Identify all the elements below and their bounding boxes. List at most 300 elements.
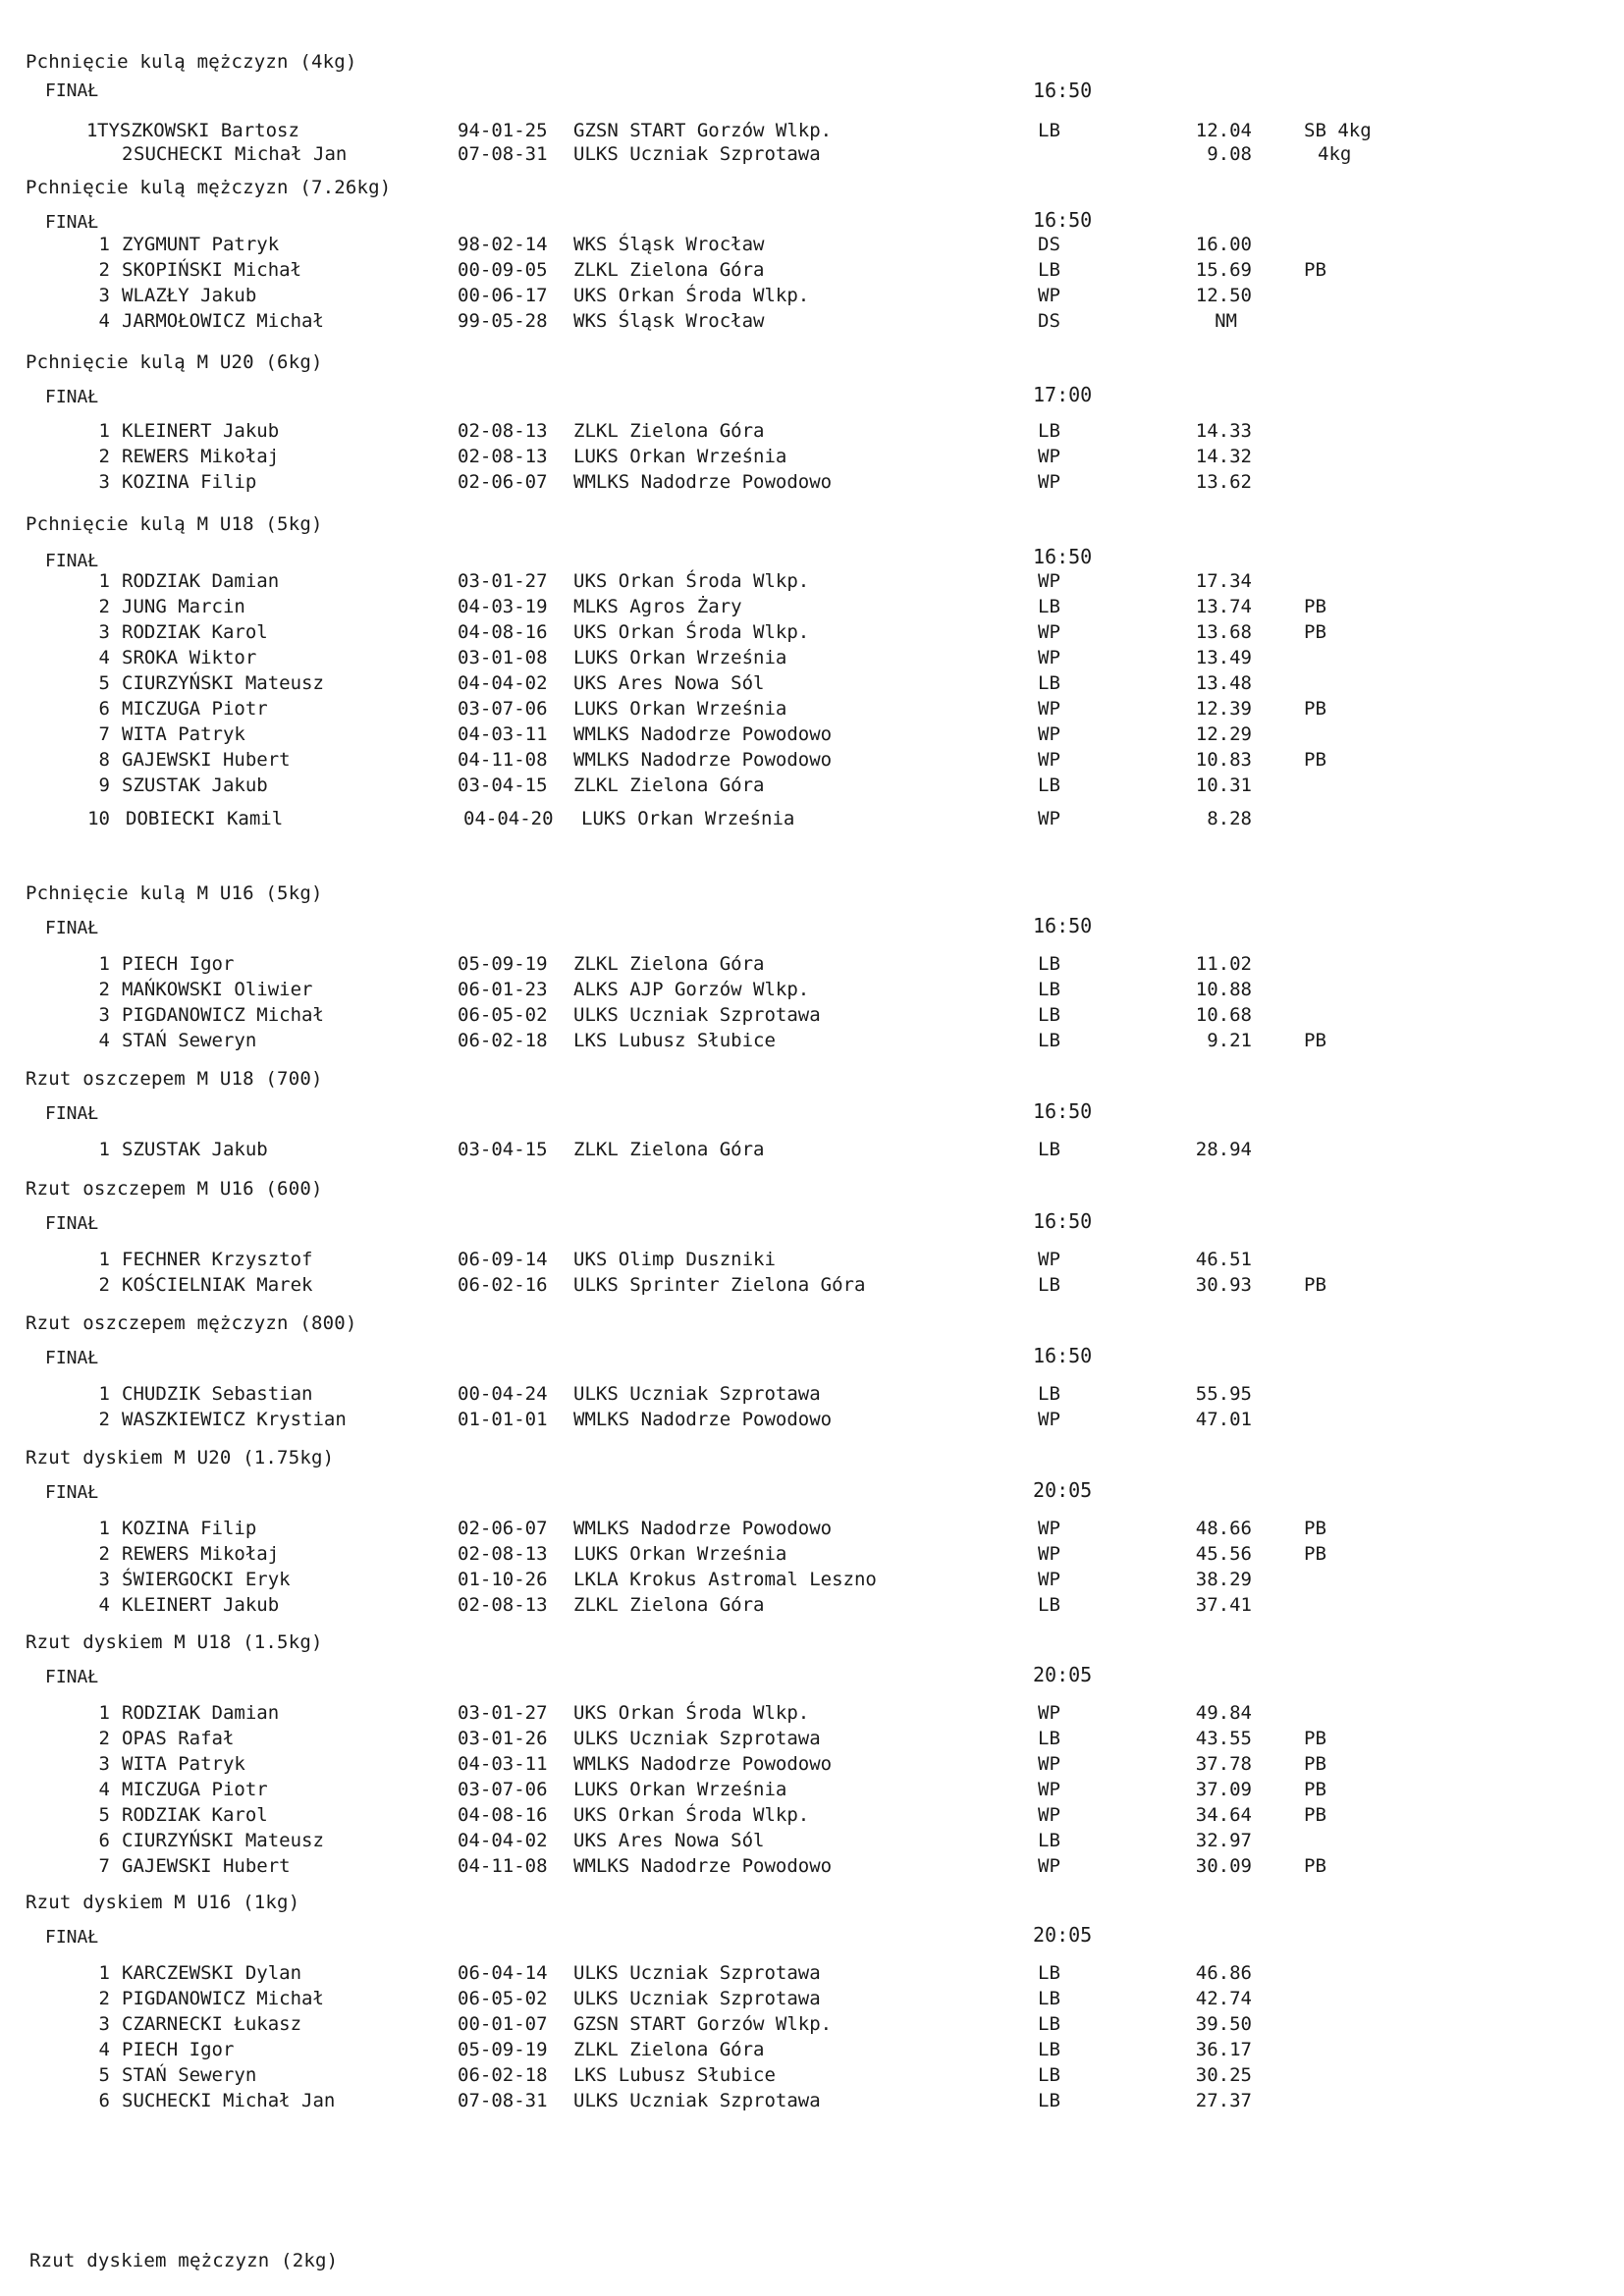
result: 12.29 bbox=[1195, 723, 1252, 745]
birth-date: 06-04-14 bbox=[458, 1962, 548, 1984]
club: WMLKS Nadodrze Powodowo bbox=[573, 471, 833, 493]
birth-date: 04-04-02 bbox=[458, 672, 548, 694]
region: LB bbox=[1038, 2064, 1060, 2086]
birth-date: 03-01-27 bbox=[458, 570, 548, 592]
result: 9.08 bbox=[1207, 143, 1252, 165]
athlete-name: PIECH Igor bbox=[122, 2039, 235, 2060]
place: 2 bbox=[98, 1409, 110, 1430]
region: LB bbox=[1038, 1988, 1060, 2009]
result-row bbox=[0, 596, 1624, 621]
club: WKS Śląsk Wrocław bbox=[573, 234, 765, 255]
place: 5 bbox=[98, 1804, 110, 1826]
place: 2 bbox=[98, 596, 110, 617]
result: 30.25 bbox=[1195, 2064, 1252, 2086]
club: ULKS Uczniak Szprotawa bbox=[573, 1962, 821, 1984]
region: LB bbox=[1038, 1962, 1060, 1984]
round-label: FINAŁ bbox=[45, 1103, 99, 1124]
birth-date: 03-04-15 bbox=[458, 774, 548, 796]
birth-date: 04-08-16 bbox=[458, 1804, 548, 1826]
region: LB bbox=[1038, 1030, 1060, 1051]
region: WP bbox=[1038, 471, 1060, 493]
note: PB bbox=[1304, 749, 1326, 771]
result: 47.01 bbox=[1195, 1409, 1252, 1430]
club: ULKS Uczniak Szprotawa bbox=[573, 143, 821, 165]
note: PB bbox=[1304, 1543, 1326, 1565]
region: WP bbox=[1038, 1543, 1060, 1565]
region: WP bbox=[1038, 1518, 1060, 1539]
place: 3 bbox=[98, 2013, 110, 2035]
athlete-name: KOZINA Filip bbox=[122, 471, 257, 493]
region: WP bbox=[1038, 698, 1060, 720]
place: 2 bbox=[122, 143, 134, 165]
result: 13.48 bbox=[1195, 672, 1252, 694]
result: 13.68 bbox=[1195, 621, 1252, 643]
birth-date: 00-04-24 bbox=[458, 1383, 548, 1405]
result-row bbox=[0, 672, 1624, 698]
club: LUKS Orkan Września bbox=[573, 1779, 787, 1800]
athlete-name: PIGDANOWICZ Michał bbox=[122, 1988, 324, 2009]
result: 16.00 bbox=[1195, 234, 1252, 255]
result: 14.32 bbox=[1195, 446, 1252, 467]
birth-date: 03-07-06 bbox=[458, 1779, 548, 1800]
region: WP bbox=[1038, 570, 1060, 592]
result: 8.28 bbox=[1207, 808, 1252, 829]
result: 38.29 bbox=[1195, 1569, 1252, 1590]
athlete-name: SUCHECKI Michał Jan bbox=[134, 143, 348, 165]
result: 32.97 bbox=[1195, 1830, 1252, 1851]
result-row bbox=[0, 2090, 1624, 2115]
result: 42.74 bbox=[1195, 1988, 1252, 2009]
note: PB bbox=[1304, 259, 1326, 281]
result-row bbox=[0, 471, 1624, 497]
result: 55.95 bbox=[1195, 1383, 1252, 1405]
round-label: FINAŁ bbox=[45, 1348, 99, 1368]
birth-date: 06-02-18 bbox=[458, 2064, 548, 2086]
club: MLKS Agros Żary bbox=[573, 596, 742, 617]
club: WMLKS Nadodrze Powodowo bbox=[573, 1855, 833, 1877]
result: 13.49 bbox=[1195, 647, 1252, 668]
place: 2 bbox=[98, 1988, 110, 2009]
start-time: 16:50 bbox=[1033, 545, 1093, 568]
region: LB bbox=[1038, 979, 1060, 1000]
place: 1 bbox=[98, 570, 110, 592]
athlete-name: SZUSTAK Jakub bbox=[122, 1139, 268, 1160]
note: PB bbox=[1304, 1804, 1326, 1826]
region: WP bbox=[1038, 1569, 1060, 1590]
result: 28.94 bbox=[1195, 1139, 1252, 1160]
place: 1 bbox=[98, 1702, 110, 1724]
athlete-name: GAJEWSKI Hubert bbox=[122, 749, 291, 771]
result-row bbox=[0, 2013, 1624, 2039]
athlete-name: KOZINA Filip bbox=[122, 1518, 257, 1539]
athlete-name: WITA Patryk bbox=[122, 723, 245, 745]
place: 2 bbox=[98, 1543, 110, 1565]
result: 46.86 bbox=[1195, 1962, 1252, 1984]
birth-date: 02-06-07 bbox=[458, 471, 548, 493]
note: PB bbox=[1304, 1779, 1326, 1800]
event-title: Pchnięcie kulą M U20 (6kg) bbox=[26, 351, 323, 373]
birth-date: 00-01-07 bbox=[458, 2013, 548, 2035]
place: 3 bbox=[98, 285, 110, 306]
result-row bbox=[0, 749, 1624, 774]
result-row bbox=[0, 310, 1624, 336]
start-time: 20:05 bbox=[1033, 1663, 1093, 1686]
birth-date: 06-01-23 bbox=[458, 979, 548, 1000]
result-row bbox=[0, 1804, 1624, 1830]
club: ALKS AJP Gorzów Wlkp. bbox=[573, 979, 810, 1000]
place: 3 bbox=[98, 1004, 110, 1026]
athlete-name: STAŃ Seweryn bbox=[122, 2064, 257, 2086]
result-row bbox=[0, 647, 1624, 672]
birth-date: 04-11-08 bbox=[458, 749, 548, 771]
birth-date: 02-08-13 bbox=[458, 420, 548, 442]
athlete-name: CZARNECKI Łukasz bbox=[122, 2013, 302, 2035]
club: ULKS Sprinter Zielona Góra bbox=[573, 1274, 866, 1296]
region: LB bbox=[1038, 2090, 1060, 2111]
club: ZLKL Zielona Góra bbox=[573, 953, 765, 975]
birth-date: 98-02-14 bbox=[458, 234, 548, 255]
start-time: 17:00 bbox=[1033, 383, 1093, 406]
note: SB 4kg bbox=[1304, 120, 1372, 141]
club: ZLKL Zielona Góra bbox=[573, 1139, 765, 1160]
birth-date: 04-03-19 bbox=[458, 596, 548, 617]
round-label: FINAŁ bbox=[45, 1213, 99, 1234]
place: 4 bbox=[98, 310, 110, 332]
birth-date: 02-08-13 bbox=[458, 1543, 548, 1565]
region: DS bbox=[1038, 234, 1060, 255]
result-row bbox=[0, 1249, 1624, 1274]
place: 1 bbox=[98, 234, 110, 255]
club: WMLKS Nadodrze Powodowo bbox=[573, 749, 833, 771]
result-row bbox=[0, 1518, 1624, 1543]
club: WMLKS Nadodrze Powodowo bbox=[573, 1753, 833, 1775]
region: LB bbox=[1038, 1274, 1060, 1296]
athlete-name: ZYGMUNT Patryk bbox=[122, 234, 280, 255]
result-row bbox=[0, 2064, 1624, 2090]
athlete-name: GAJEWSKI Hubert bbox=[122, 1855, 291, 1877]
note: PB bbox=[1304, 1518, 1326, 1539]
event-title: Pchnięcie kulą mężczyzn (4kg) bbox=[26, 51, 357, 73]
athlete-name: PIGDANOWICZ Michał bbox=[122, 1004, 324, 1026]
result: 39.50 bbox=[1195, 2013, 1252, 2035]
club: UKS Orkan Środa Wlkp. bbox=[573, 570, 810, 592]
place: 2 bbox=[98, 1274, 110, 1296]
result-row bbox=[0, 1728, 1624, 1753]
result: 10.68 bbox=[1195, 1004, 1252, 1026]
birth-date: 01-01-01 bbox=[458, 1409, 548, 1430]
birth-date: 04-03-11 bbox=[458, 723, 548, 745]
region: LB bbox=[1038, 2039, 1060, 2060]
result: 12.04 bbox=[1195, 120, 1252, 141]
place: 2 bbox=[98, 1728, 110, 1749]
club: UKS Ares Nowa Sól bbox=[573, 1830, 765, 1851]
athlete-name: OPAS Rafał bbox=[122, 1728, 235, 1749]
club: ULKS Uczniak Szprotawa bbox=[573, 1383, 821, 1405]
club: ZLKL Zielona Góra bbox=[573, 2039, 765, 2060]
athlete-name: ŚWIERGOCKI Eryk bbox=[122, 1569, 291, 1590]
note: PB bbox=[1304, 1855, 1326, 1877]
place: 6 bbox=[98, 2090, 110, 2111]
birth-date: 01-10-26 bbox=[458, 1569, 548, 1590]
region: WP bbox=[1038, 1409, 1060, 1430]
place: 6 bbox=[98, 1830, 110, 1851]
region: WP bbox=[1038, 621, 1060, 643]
result: 17.34 bbox=[1195, 570, 1252, 592]
result: 37.78 bbox=[1195, 1753, 1252, 1775]
region: WP bbox=[1038, 1779, 1060, 1800]
club: UKS Orkan Środa Wlkp. bbox=[573, 1702, 810, 1724]
round-label: FINAŁ bbox=[45, 212, 99, 233]
region: WP bbox=[1038, 749, 1060, 771]
region: LB bbox=[1038, 1004, 1060, 1026]
place: 5 bbox=[98, 672, 110, 694]
result: 10.88 bbox=[1195, 979, 1252, 1000]
result: 45.56 bbox=[1195, 1543, 1252, 1565]
birth-date: 03-01-26 bbox=[458, 1728, 548, 1749]
place: 1 bbox=[98, 1518, 110, 1539]
result: 43.55 bbox=[1195, 1728, 1252, 1749]
place: 1 bbox=[98, 420, 110, 442]
place: 4 bbox=[98, 1594, 110, 1616]
place: 10 bbox=[87, 808, 110, 829]
start-time: 16:50 bbox=[1033, 1209, 1093, 1233]
club: UKS Olimp Duszniki bbox=[573, 1249, 776, 1270]
place: 2 bbox=[98, 979, 110, 1000]
birth-date: 02-06-07 bbox=[458, 1518, 548, 1539]
birth-date: 94-01-25 bbox=[458, 120, 548, 141]
place: 4 bbox=[98, 2039, 110, 2060]
result-row bbox=[0, 420, 1624, 446]
birth-date: 05-09-19 bbox=[458, 953, 548, 975]
birth-date: 99-05-28 bbox=[458, 310, 548, 332]
birth-date: 03-01-27 bbox=[458, 1702, 548, 1724]
athlete-name: RODZIAK Karol bbox=[122, 1804, 268, 1826]
result: 34.64 bbox=[1195, 1804, 1252, 1826]
place: 1 bbox=[98, 1139, 110, 1160]
club: LUKS Orkan Września bbox=[573, 647, 787, 668]
athlete-name: MAŃKOWSKI Oliwier bbox=[122, 979, 313, 1000]
birth-date: 07-08-31 bbox=[458, 143, 548, 165]
athlete-name: REWERS Mikołaj bbox=[122, 1543, 280, 1565]
club: GZSN START Gorzów Wlkp. bbox=[573, 2013, 833, 2035]
birth-date: 00-09-05 bbox=[458, 259, 548, 281]
result: 30.93 bbox=[1195, 1274, 1252, 1296]
note: 4kg bbox=[1318, 143, 1352, 165]
region: DS bbox=[1038, 310, 1060, 332]
athlete-name: SZUSTAK Jakub bbox=[122, 774, 268, 796]
event-title: Rzut dyskiem mężczyzn (2kg) bbox=[29, 2250, 339, 2271]
birth-date: 04-03-11 bbox=[458, 1753, 548, 1775]
club: UKS Orkan Środa Wlkp. bbox=[573, 621, 810, 643]
birth-date: 06-02-16 bbox=[458, 1274, 548, 1296]
club: WMLKS Nadodrze Powodowo bbox=[573, 1409, 833, 1430]
region: WP bbox=[1038, 647, 1060, 668]
athlete-name: REWERS Mikołaj bbox=[122, 446, 280, 467]
athlete-name: TYSZKOWSKI Bartosz bbox=[97, 120, 299, 141]
region: LB bbox=[1038, 120, 1060, 141]
round-label: FINAŁ bbox=[45, 387, 99, 407]
club: ULKS Uczniak Szprotawa bbox=[573, 2090, 821, 2111]
region: LB bbox=[1038, 1383, 1060, 1405]
place: 7 bbox=[98, 723, 110, 745]
result-row bbox=[0, 1383, 1624, 1409]
athlete-name: CIURZYŃSKI Mateusz bbox=[122, 1830, 324, 1851]
event-title: Rzut oszczepem M U16 (600) bbox=[26, 1178, 323, 1200]
region: WP bbox=[1038, 808, 1060, 829]
birth-date: 00-06-17 bbox=[458, 285, 548, 306]
result-row bbox=[0, 1855, 1624, 1881]
place: 1 bbox=[98, 953, 110, 975]
start-time: 16:50 bbox=[1033, 79, 1093, 102]
birth-date: 02-08-13 bbox=[458, 446, 548, 467]
club: GZSN START Gorzów Wlkp. bbox=[573, 120, 833, 141]
event-title: Rzut oszczepem M U18 (700) bbox=[26, 1068, 323, 1090]
athlete-name: RODZIAK Karol bbox=[122, 621, 268, 643]
result-row bbox=[0, 1569, 1624, 1594]
region: LB bbox=[1038, 420, 1060, 442]
result-row bbox=[0, 285, 1624, 310]
region: LB bbox=[1038, 1139, 1060, 1160]
result-row bbox=[0, 1543, 1624, 1569]
club: ZLKL Zielona Góra bbox=[573, 259, 765, 281]
result-row bbox=[0, 1030, 1624, 1055]
birth-date: 06-05-02 bbox=[458, 1988, 548, 2009]
athlete-name: RODZIAK Damian bbox=[122, 1702, 280, 1724]
athlete-name: WITA Patryk bbox=[122, 1753, 245, 1775]
result-row bbox=[0, 1779, 1624, 1804]
region: LB bbox=[1038, 774, 1060, 796]
club: LUKS Orkan Września bbox=[573, 1543, 787, 1565]
round-label: FINAŁ bbox=[45, 1482, 99, 1503]
result: 13.74 bbox=[1195, 596, 1252, 617]
result-row bbox=[0, 1004, 1624, 1030]
result: 12.50 bbox=[1195, 285, 1252, 306]
club: ULKS Uczniak Szprotawa bbox=[573, 1988, 821, 2009]
result: 48.66 bbox=[1195, 1518, 1252, 1539]
athlete-name: SUCHECKI Michał Jan bbox=[122, 2090, 336, 2111]
place: 1 bbox=[86, 120, 98, 141]
result: 37.09 bbox=[1195, 1779, 1252, 1800]
result: 15.69 bbox=[1195, 259, 1252, 281]
club: ULKS Uczniak Szprotawa bbox=[573, 1004, 821, 1026]
result-row bbox=[0, 698, 1624, 723]
result-row bbox=[0, 1830, 1624, 1855]
result-row bbox=[0, 446, 1624, 471]
result: 30.09 bbox=[1195, 1855, 1252, 1877]
place: 2 bbox=[98, 259, 110, 281]
club: LKS Lubusz Słubice bbox=[573, 2064, 776, 2086]
note: PB bbox=[1304, 1030, 1326, 1051]
place: 4 bbox=[98, 1779, 110, 1800]
athlete-name: SROKA Wiktor bbox=[122, 647, 257, 668]
club: ZLKL Zielona Góra bbox=[573, 420, 765, 442]
start-time: 16:50 bbox=[1033, 1344, 1093, 1367]
athlete-name: MICZUGA Piotr bbox=[122, 1779, 268, 1800]
result: 10.31 bbox=[1195, 774, 1252, 796]
athlete-name: JARMOŁOWICZ Michał bbox=[122, 310, 324, 332]
result-row bbox=[0, 1702, 1624, 1728]
result: 46.51 bbox=[1195, 1249, 1252, 1270]
round-label: FINAŁ bbox=[45, 1927, 99, 1948]
athlete-name: KLEINERT Jakub bbox=[122, 420, 280, 442]
region: WP bbox=[1038, 1804, 1060, 1826]
club: UKS Orkan Środa Wlkp. bbox=[573, 1804, 810, 1826]
event-title: Rzut dyskiem M U18 (1.5kg) bbox=[26, 1631, 323, 1653]
birth-date: 04-04-02 bbox=[458, 1830, 548, 1851]
region: LB bbox=[1038, 259, 1060, 281]
place: 1 bbox=[98, 1962, 110, 1984]
note: PB bbox=[1304, 698, 1326, 720]
event-title: Pchnięcie kulą M U18 (5kg) bbox=[26, 513, 323, 535]
athlete-name: CIURZYŃSKI Mateusz bbox=[122, 672, 324, 694]
athlete-name: SKOPIŃSKI Michał bbox=[122, 259, 302, 281]
club: WMLKS Nadodrze Powodowo bbox=[573, 1518, 833, 1539]
birth-date: 03-07-06 bbox=[458, 698, 548, 720]
athlete-name: FECHNER Krzysztof bbox=[122, 1249, 313, 1270]
round-label: FINAŁ bbox=[45, 1667, 99, 1687]
birth-date: 07-08-31 bbox=[458, 2090, 548, 2111]
club: LUKS Orkan Września bbox=[573, 698, 787, 720]
result-row bbox=[0, 120, 1624, 145]
result-row bbox=[0, 953, 1624, 979]
club: ULKS Uczniak Szprotawa bbox=[573, 1728, 821, 1749]
place: 3 bbox=[98, 1753, 110, 1775]
club: ZLKL Zielona Góra bbox=[573, 774, 765, 796]
place: 4 bbox=[98, 1030, 110, 1051]
result: 14.33 bbox=[1195, 420, 1252, 442]
place: 8 bbox=[98, 749, 110, 771]
place: 1 bbox=[98, 1249, 110, 1270]
region: WP bbox=[1038, 285, 1060, 306]
place: 3 bbox=[98, 621, 110, 643]
athlete-name: KARCZEWSKI Dylan bbox=[122, 1962, 302, 1984]
result-row bbox=[0, 979, 1624, 1004]
club: UKS Ares Nowa Sól bbox=[573, 672, 765, 694]
start-time: 16:50 bbox=[1033, 1099, 1093, 1123]
athlete-name: KOŚCIELNIAK Marek bbox=[122, 1274, 313, 1296]
athlete-name: RODZIAK Damian bbox=[122, 570, 280, 592]
start-time: 16:50 bbox=[1033, 914, 1093, 937]
region: LB bbox=[1038, 953, 1060, 975]
athlete-name: JUNG Marcin bbox=[122, 596, 245, 617]
event-title: Rzut dyskiem M U16 (1kg) bbox=[26, 1892, 300, 1913]
region: LB bbox=[1038, 672, 1060, 694]
place: 3 bbox=[98, 471, 110, 493]
result-row bbox=[0, 1962, 1624, 1988]
place: 7 bbox=[98, 1855, 110, 1877]
place: 1 bbox=[98, 1383, 110, 1405]
result-row bbox=[0, 143, 1624, 169]
round-label: FINAŁ bbox=[45, 80, 99, 101]
note: PB bbox=[1304, 621, 1326, 643]
place: 4 bbox=[98, 647, 110, 668]
club: LKLA Krokus Astromal Leszno bbox=[573, 1569, 877, 1590]
event-title: Pchnięcie kulą M U16 (5kg) bbox=[26, 882, 323, 904]
result-row bbox=[0, 2039, 1624, 2064]
event-title: Rzut dyskiem M U20 (1.75kg) bbox=[26, 1447, 335, 1468]
start-time: 20:05 bbox=[1033, 1478, 1093, 1502]
start-time: 20:05 bbox=[1033, 1923, 1093, 1947]
start-time: 16:50 bbox=[1033, 208, 1093, 232]
result: 12.39 bbox=[1195, 698, 1252, 720]
result-row bbox=[0, 1139, 1624, 1164]
club: LUKS Orkan Września bbox=[573, 446, 787, 467]
region: LB bbox=[1038, 1594, 1060, 1616]
place: 3 bbox=[98, 1569, 110, 1590]
region: LB bbox=[1038, 596, 1060, 617]
round-label: FINAŁ bbox=[45, 551, 99, 571]
athlete-name: MICZUGA Piotr bbox=[122, 698, 268, 720]
